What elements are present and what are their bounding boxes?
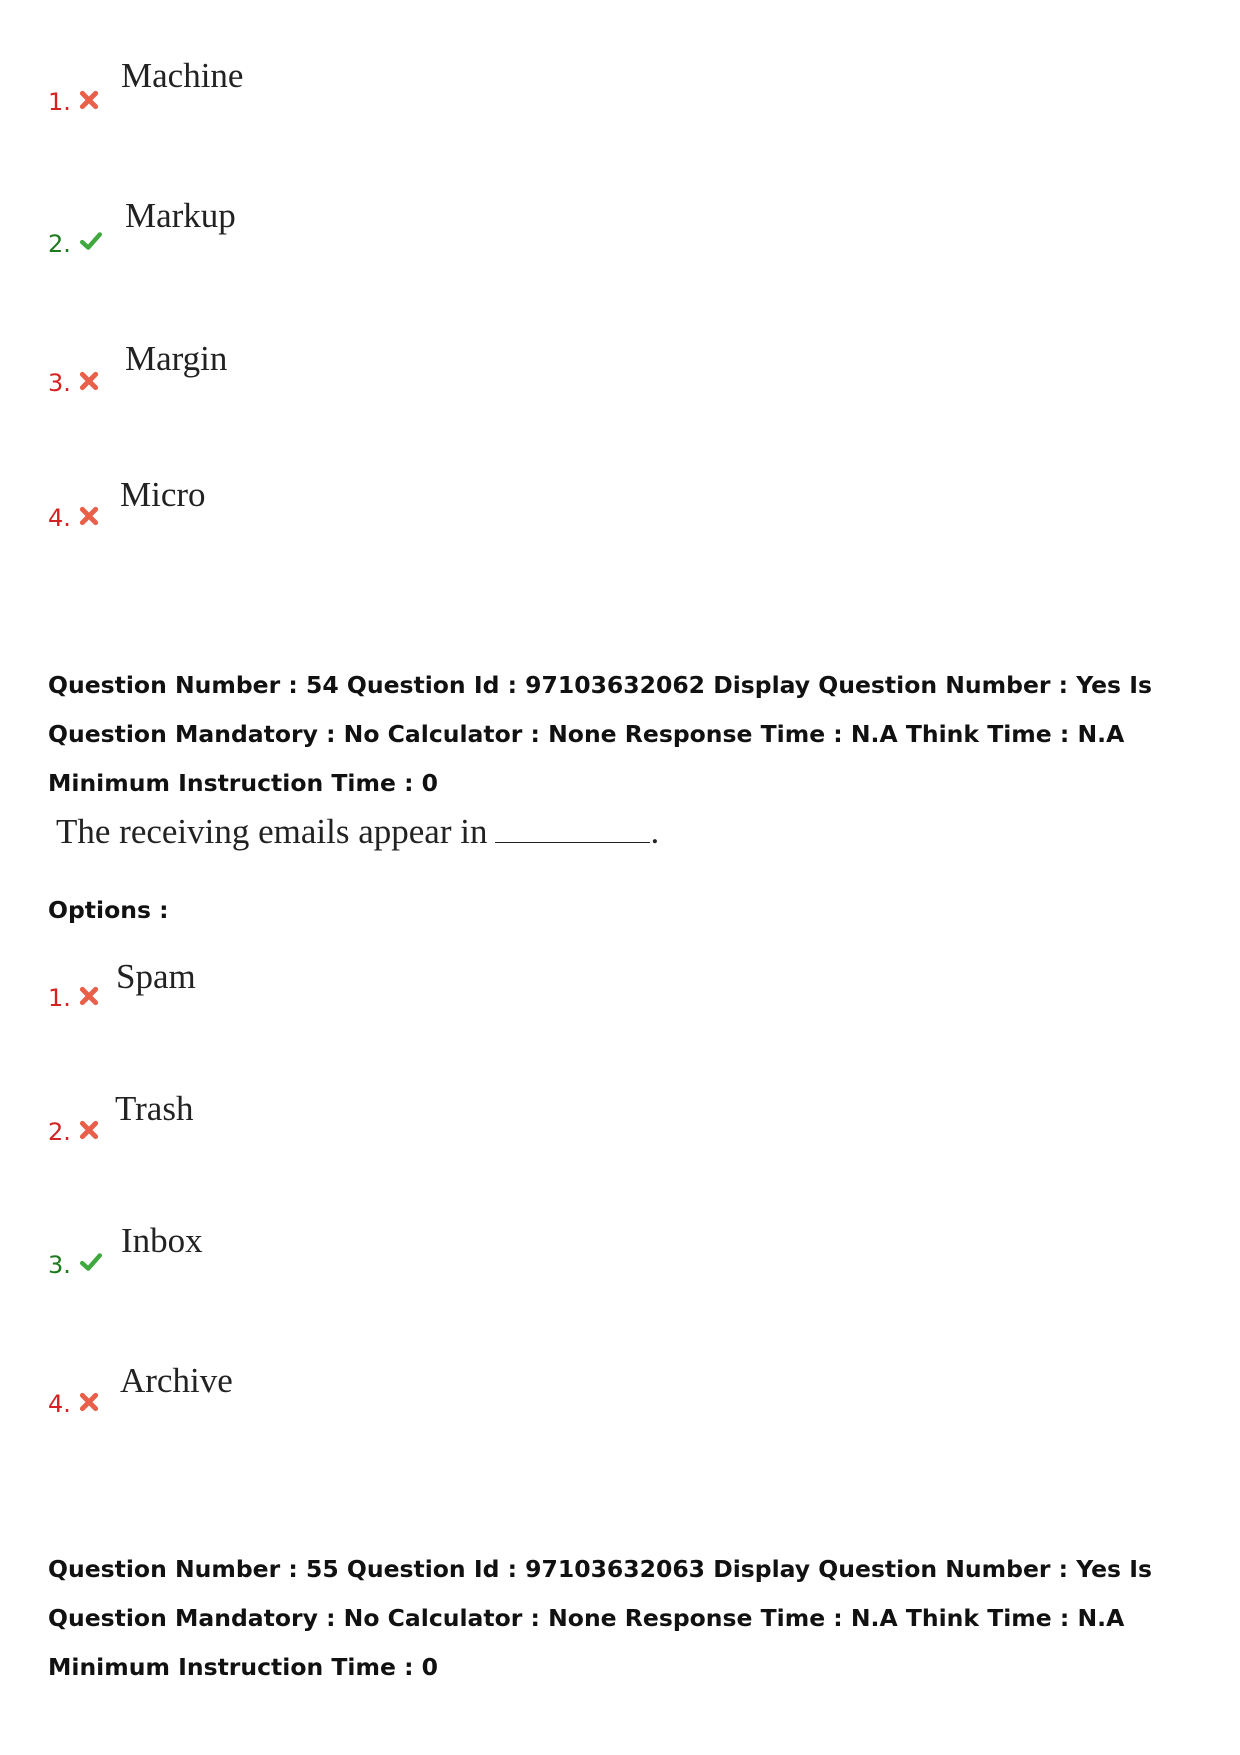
option-text: Inbox — [121, 1221, 203, 1260]
question-meta-55: Question Number : 55 Question Id : 97103632063 Display Question Number : Yes Is Question Mandatory : No Calculator : None Response Time : N.A Think Time : N.A Minimum Instruction Time : 0 — [48, 1555, 1152, 1681]
option-number: 2. — [48, 230, 71, 258]
option-number: 3. — [48, 369, 71, 397]
option-number: 2. — [48, 1118, 71, 1146]
cross-icon — [78, 1391, 100, 1413]
cross-icon — [78, 370, 100, 392]
question-meta-54: Question Number : 54 Question Id : 97103632062 Display Question Number : Yes Is Question Mandatory : No Calculator : None Response Time : N.A Think Time : N.A Minimum Instruction Time : 0 — [48, 671, 1152, 797]
option-text: Machine — [121, 56, 244, 95]
option-number: 1. — [48, 88, 71, 116]
check-icon — [78, 1251, 104, 1273]
question-text-54 — [56, 812, 659, 852]
cross-icon — [78, 89, 100, 111]
option-text: Micro — [120, 475, 206, 514]
cross-icon — [78, 985, 100, 1007]
cross-icon — [78, 505, 100, 527]
check-icon — [78, 230, 104, 252]
cross-icon — [78, 1119, 100, 1141]
question-text-end: . — [650, 812, 660, 851]
option-text: Spam — [116, 957, 196, 996]
option-number: 1. — [48, 984, 71, 1012]
option-number: 3. — [48, 1251, 71, 1279]
question-text: The receiving emails appear in — [56, 812, 488, 851]
option-text: Trash — [115, 1089, 194, 1128]
options-label: Options : — [48, 896, 169, 924]
option-text: Archive — [120, 1361, 233, 1400]
option-text: Markup — [125, 196, 236, 235]
option-number: 4. — [48, 1390, 71, 1418]
answer-blank — [495, 814, 650, 843]
option-text: Margin — [125, 339, 228, 378]
option-number: 4. — [48, 504, 71, 532]
